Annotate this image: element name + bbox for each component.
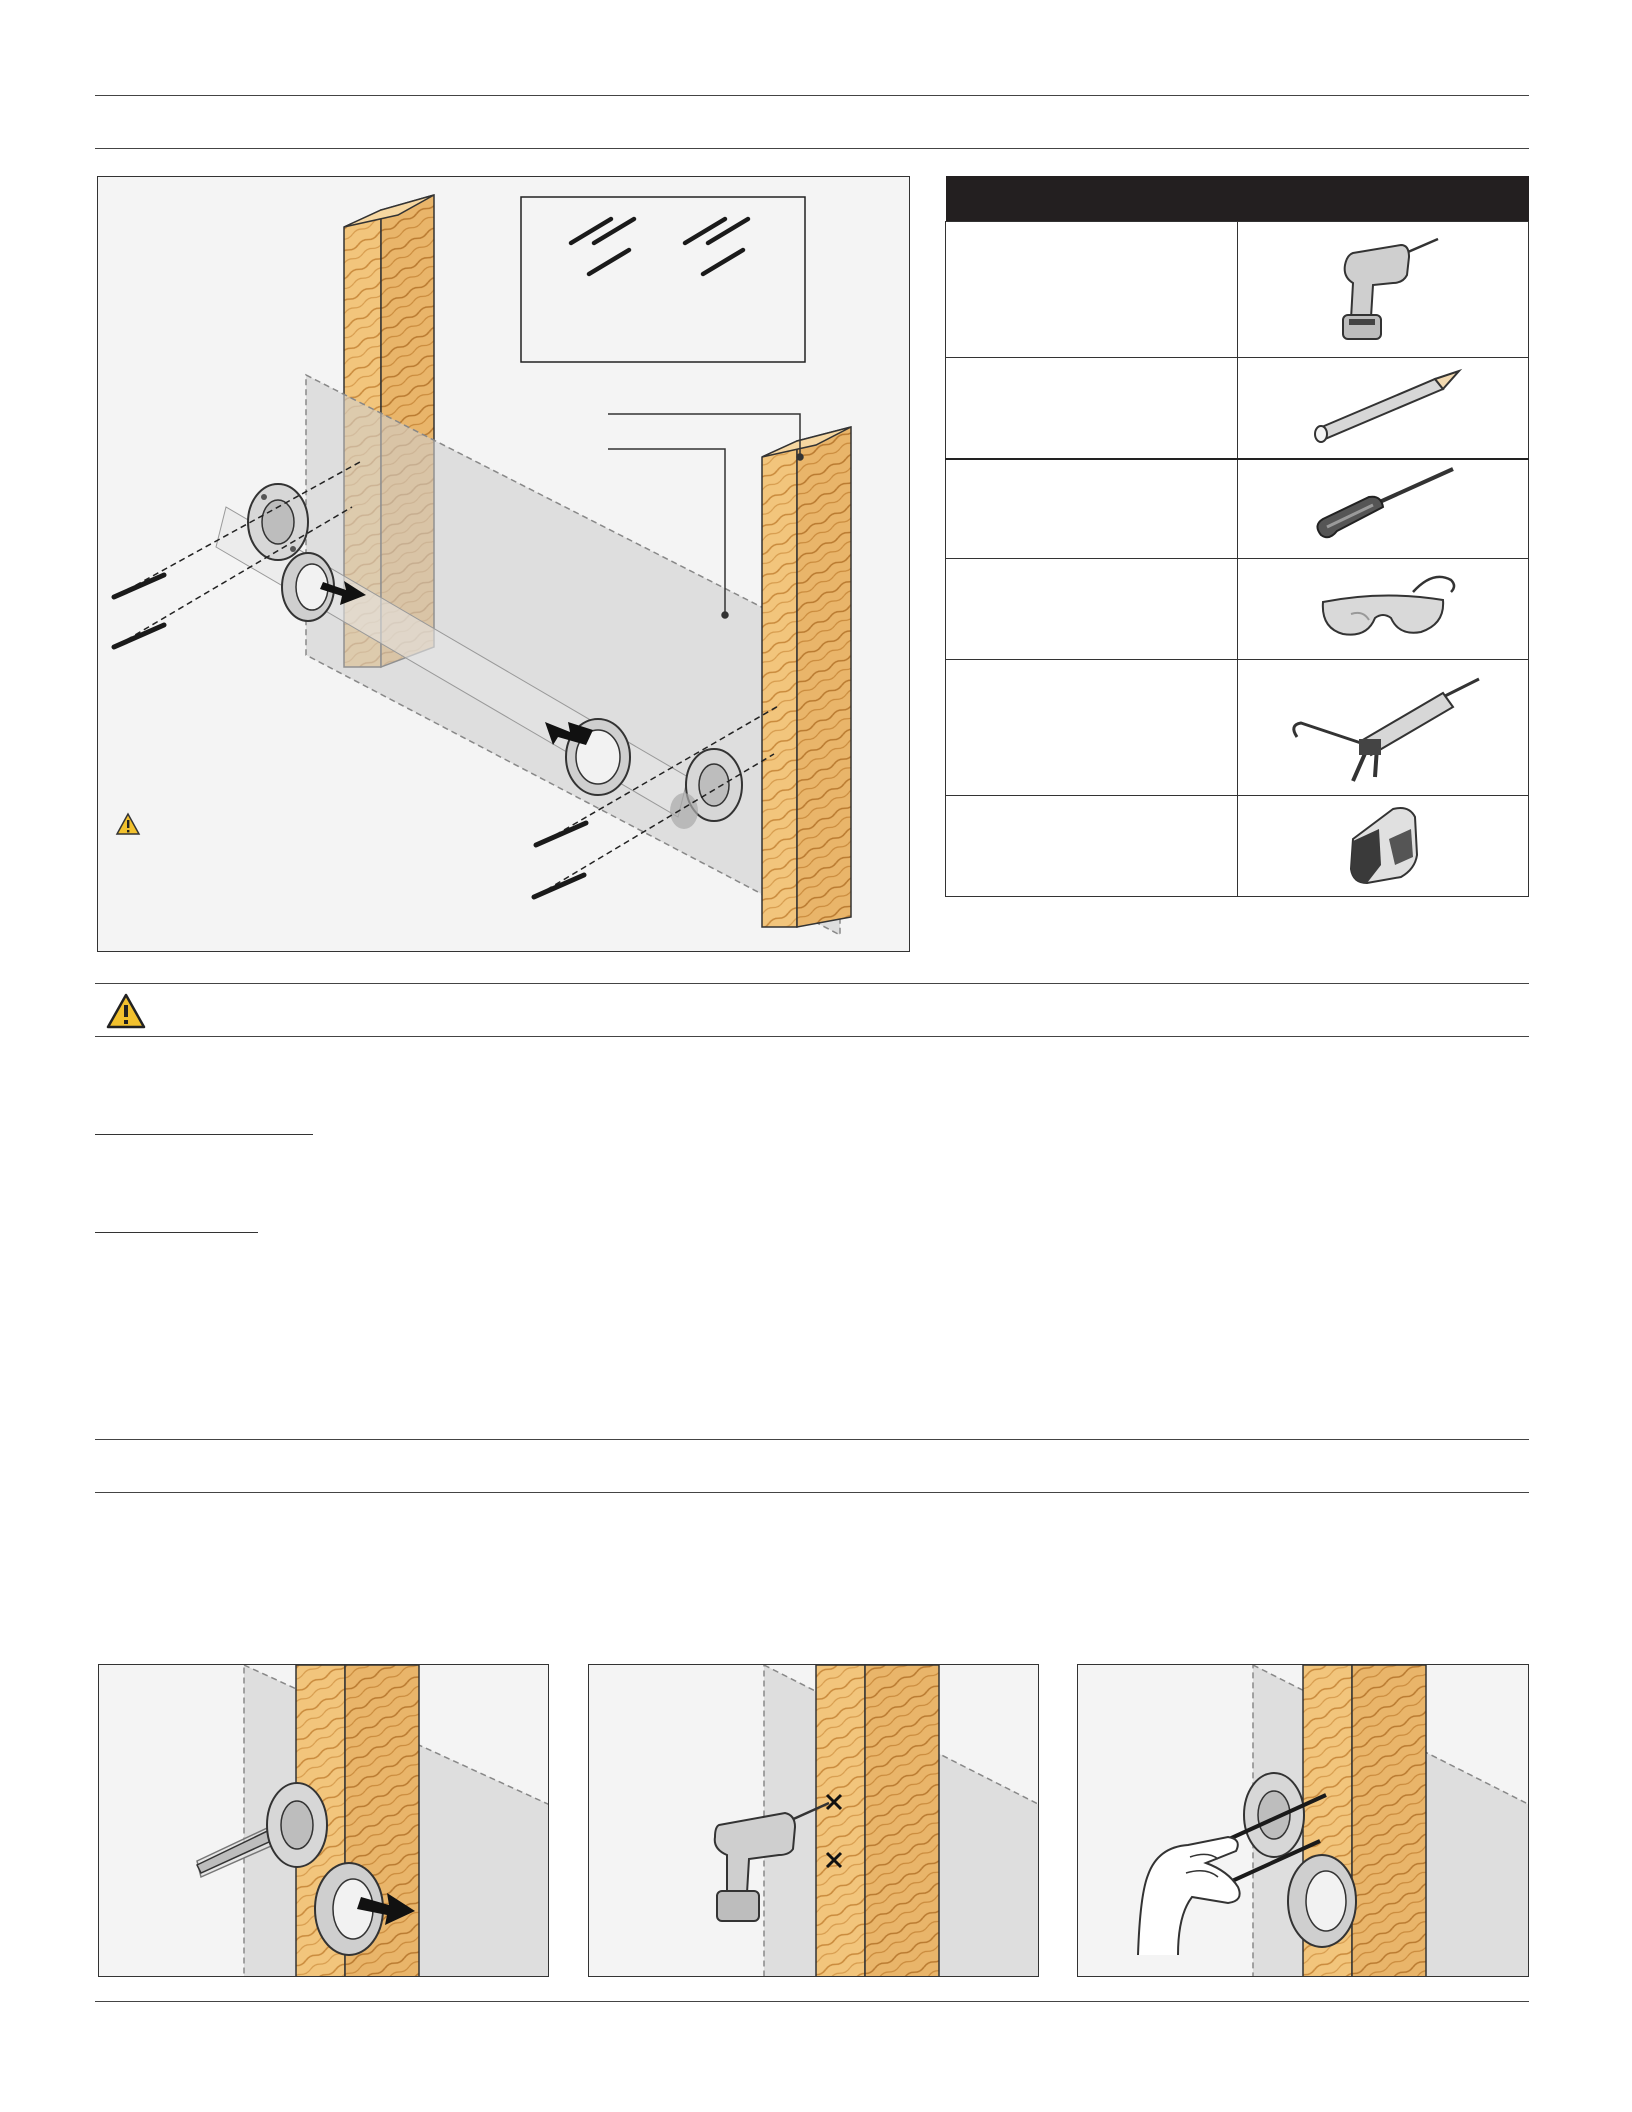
section-bottom-rule [95,1492,1529,1493]
step-3-illustration [1077,1664,1529,1977]
right-stud [762,427,851,927]
step-2-illustration [588,1664,1039,1977]
tool-row [946,459,1529,559]
footer-rule [95,2001,1529,2002]
glass-panel [306,375,840,935]
caulk-gun-icon [1283,665,1483,785]
tool-label [946,660,1238,796]
tool-label [946,222,1238,358]
tool-label [946,358,1238,459]
screwdriver-icon [1303,461,1463,551]
stud-finder-icon [1323,799,1443,889]
tool-row [946,222,1529,358]
top-rule [95,95,1529,96]
cordless-drill-icon [1323,227,1443,347]
subheading-underline-1 [95,1134,313,1135]
warning-top-rule [95,983,1529,984]
subheading-underline-2 [95,1232,258,1233]
tools-table-header [946,176,1529,222]
tool-row [946,796,1529,897]
warning-icon [106,993,146,1029]
tool-row [946,559,1529,660]
pencil-icon [1303,365,1463,445]
section-top-rule [95,1439,1529,1440]
step-1-illustration [98,1664,549,1977]
exploded-diagram-svg [98,177,910,952]
tools-table [945,176,1529,897]
tool-label [946,559,1238,660]
tool-label [946,796,1238,897]
header-bottom-rule [95,148,1529,149]
safety-glasses-icon [1303,562,1463,652]
screw-inset-box [521,197,805,362]
tool-label [946,459,1238,559]
tool-row [946,660,1529,796]
exploded-diagram [97,176,910,952]
left-mounting-bracket [248,484,308,560]
tool-row [946,358,1529,459]
warning-bottom-rule [95,1036,1529,1037]
diagram-warning-icon [117,814,139,834]
